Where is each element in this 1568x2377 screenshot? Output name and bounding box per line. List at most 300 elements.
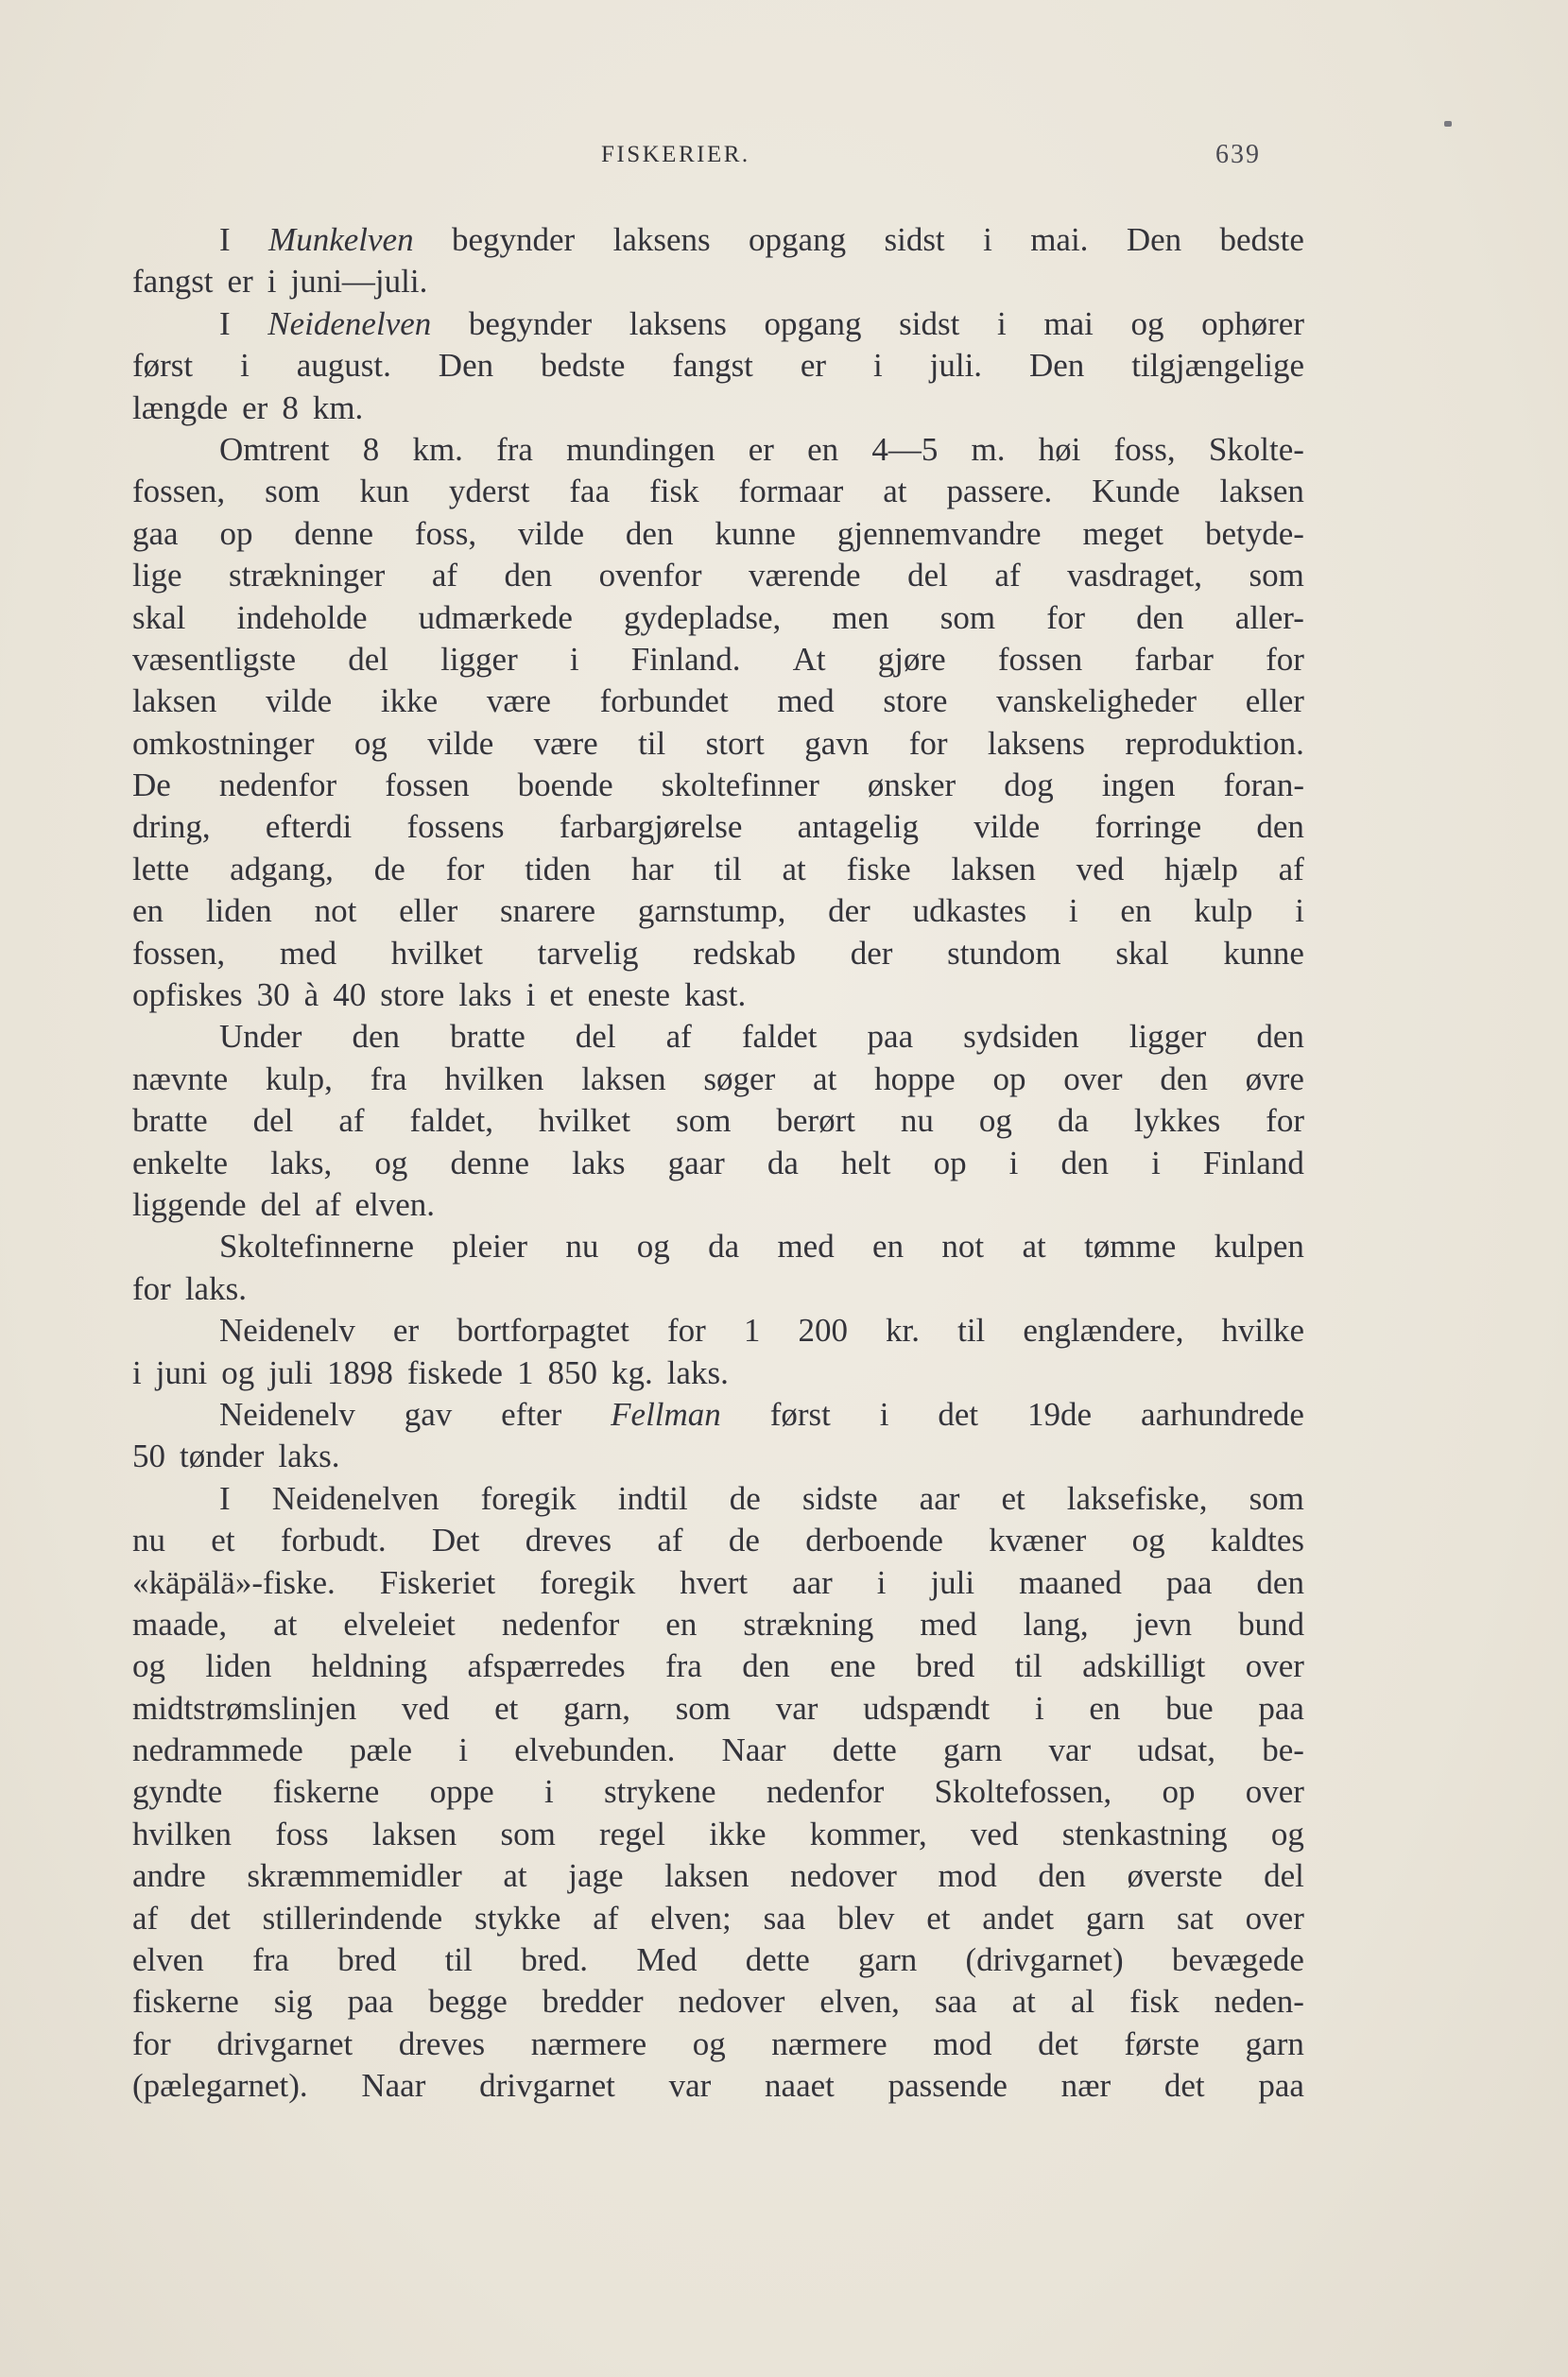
word: foregik [540, 1563, 636, 1601]
word: nedover [790, 1857, 897, 1895]
word: i [997, 304, 1007, 342]
word: over [1245, 1773, 1304, 1811]
word: for [1266, 1102, 1304, 1140]
text-line [132, 1981, 1304, 2023]
word: laksen [371, 1815, 457, 1852]
running-title: FISKERIER. [601, 142, 750, 167]
word: ikke [709, 1815, 767, 1852]
text-line [132, 1143, 1304, 1184]
word: garn [1085, 1899, 1146, 1937]
word: at [813, 1059, 837, 1097]
text-line [132, 2024, 1304, 2065]
word: eller [399, 892, 458, 930]
word: redskab [693, 934, 797, 972]
word: Naar [361, 2067, 426, 2105]
word: gjøre [877, 640, 946, 678]
text-line [132, 806, 1304, 848]
word: der [828, 892, 870, 930]
word: som [676, 1102, 732, 1140]
word: paa [1165, 1563, 1213, 1601]
word: og [1130, 304, 1164, 342]
word: aar [792, 1563, 833, 1601]
word: nærmere [771, 2024, 887, 2062]
word: andet [982, 1899, 1055, 1937]
word: Finland. [630, 640, 741, 678]
word: den [1060, 1144, 1109, 1181]
word: farbargjørelse [559, 808, 743, 846]
word: værende [749, 557, 861, 594]
word: nedenfor [766, 1773, 885, 1811]
word: 8 [282, 388, 299, 426]
word: et [494, 1689, 519, 1727]
word: stykke [474, 1899, 561, 1937]
word: for [1266, 640, 1304, 678]
word: tømme [1084, 1228, 1177, 1266]
word: del [252, 1102, 294, 1140]
word: nedenfor [501, 1605, 620, 1643]
word: farbar [1134, 640, 1214, 678]
word: strykene [603, 1773, 716, 1811]
word: den [625, 514, 674, 552]
word: vanskeligheder [996, 682, 1198, 720]
word: reproduktion. [1125, 724, 1304, 762]
word: lige [132, 557, 182, 594]
word: laks. [278, 1438, 340, 1475]
word: kunne [1223, 934, 1304, 972]
running-header [0, 142, 1568, 180]
word: aar [919, 1479, 960, 1517]
word: af [665, 1018, 692, 1056]
word: strækning [743, 1605, 874, 1643]
word: men [832, 598, 889, 636]
word: bred [337, 1941, 397, 1979]
word: udspændt [863, 1689, 991, 1727]
word: tilgjængelige [1131, 347, 1304, 385]
word: ligger [440, 640, 518, 678]
word: indeholde [236, 598, 368, 636]
word: nu [900, 1102, 934, 1140]
word: Den [1126, 221, 1182, 258]
word: laksen [664, 1857, 750, 1895]
page-number: 639 [1215, 140, 1261, 169]
word: da [1057, 1102, 1089, 1140]
text-line [132, 219, 1304, 261]
word: englændere, [1023, 1312, 1184, 1350]
word: denne [450, 1144, 530, 1181]
word: den [1038, 1857, 1086, 1895]
word: udsat, [1137, 1731, 1216, 1769]
word: adgang, [230, 850, 334, 887]
word: skræmmemidler [247, 1857, 462, 1895]
word: opfiskes [132, 976, 243, 1014]
word: ophører [1201, 304, 1304, 342]
word: til [714, 850, 742, 887]
word: fisk [649, 473, 699, 510]
word: del [575, 1018, 616, 1056]
word: og [353, 724, 388, 762]
word: op [992, 1059, 1026, 1097]
word: laks. [666, 1353, 729, 1391]
word: i [526, 976, 536, 1014]
word: ved [401, 1689, 450, 1727]
word: I [219, 304, 231, 342]
word: laksens [612, 221, 711, 258]
word: drivgarnet [479, 2067, 615, 2105]
word: Omtrent [219, 430, 330, 468]
word: de [729, 1479, 761, 1517]
word: en [1089, 1689, 1121, 1727]
word: øvre [1245, 1059, 1304, 1097]
word: gaar [667, 1144, 725, 1181]
word: bevægede [1171, 1941, 1304, 1979]
word: for [908, 724, 948, 762]
word: i [1034, 1689, 1044, 1727]
word: mai [1043, 304, 1094, 342]
word: i [872, 347, 883, 385]
word: foregik [480, 1479, 577, 1517]
word: laksens [987, 724, 1085, 762]
text-line [132, 1310, 1304, 1352]
word: laksen [951, 850, 1036, 887]
word: drivgarnet [216, 2024, 353, 2062]
word: Den [438, 347, 494, 385]
word: 1898 [326, 1353, 393, 1391]
word: en [132, 892, 164, 930]
word: laks [572, 1144, 626, 1181]
word: foss, [1113, 430, 1176, 468]
text-line [132, 597, 1304, 639]
word: gavn [804, 724, 870, 762]
word: yderst [448, 473, 530, 510]
word: og [636, 1228, 670, 1266]
word: sidst [884, 221, 945, 258]
word: adskilligt [1082, 1647, 1206, 1685]
word: stenkastning [1061, 1815, 1228, 1852]
word: den [1256, 1018, 1304, 1056]
word: al [1070, 1983, 1095, 2021]
word: lykkes [1133, 1102, 1221, 1140]
word: bortforpagtet [457, 1312, 629, 1350]
word: I [219, 221, 231, 258]
text-line [132, 1771, 1304, 1813]
word: og [692, 2024, 726, 2062]
word: som [265, 473, 320, 510]
word: bred. [521, 1941, 589, 1979]
word: foran- [1223, 766, 1304, 804]
word: begynder [451, 221, 576, 258]
word: kaldtes [1210, 1522, 1304, 1559]
word: del [348, 640, 388, 678]
word: vilde [974, 808, 1041, 846]
word: dette [832, 1731, 897, 1769]
word: med [777, 1228, 835, 1266]
word: for [1046, 598, 1086, 636]
word: mod [938, 1857, 997, 1895]
word: kunne [715, 514, 796, 552]
word: søger [703, 1059, 776, 1097]
word: skal [1115, 934, 1169, 972]
word: Skoltefinnerne [219, 1228, 415, 1266]
word: af [315, 1185, 341, 1223]
word: fossens [406, 808, 505, 846]
word: og [1270, 1815, 1304, 1852]
word: boende [517, 766, 613, 804]
word: juni—juli. [290, 263, 428, 301]
word: og [1131, 1522, 1165, 1559]
word: antagelig [797, 808, 919, 846]
word: faldet, [409, 1102, 493, 1140]
word: bund [1237, 1605, 1304, 1643]
word: foss [275, 1815, 329, 1852]
word: de [373, 850, 405, 887]
word: og [132, 1647, 165, 1685]
text-line [132, 974, 1304, 1016]
word: nævnte [132, 1059, 229, 1097]
word: lang, [1023, 1605, 1089, 1643]
word: har [630, 850, 674, 887]
word: op [1162, 1773, 1196, 1811]
word: Det [431, 1522, 480, 1559]
word: at [1022, 1228, 1046, 1266]
word: Den [1028, 347, 1085, 385]
word: gyndte [132, 1773, 223, 1811]
word: ikke [380, 682, 439, 720]
word: begge [428, 1983, 508, 2021]
text-line [132, 261, 1304, 302]
word: sidste [801, 1479, 878, 1517]
word: for [445, 850, 485, 887]
word: ingen [1101, 766, 1176, 804]
word: nu [565, 1228, 599, 1266]
word: da [708, 1228, 740, 1266]
word: Kunde [1092, 473, 1180, 510]
word: som [1249, 557, 1304, 594]
word: nu [132, 1522, 165, 1559]
text-line [132, 388, 1304, 429]
word: berørt [776, 1102, 855, 1140]
word: mod [933, 2024, 992, 2062]
word: saa [934, 1983, 977, 2021]
word: lette [132, 850, 190, 887]
word: betyde- [1204, 514, 1304, 552]
word: det [1163, 2067, 1205, 2105]
word: stundom [947, 934, 1061, 972]
word: sat [1176, 1899, 1214, 1937]
word: fiske [846, 850, 911, 887]
word: maaned [1019, 1563, 1122, 1601]
word: kast. [684, 976, 747, 1014]
word: tønder [180, 1438, 265, 1475]
word: til [444, 1941, 473, 1979]
word: over [1063, 1059, 1123, 1097]
word: af [657, 1522, 683, 1559]
word: 200 [798, 1312, 848, 1350]
word: op [219, 514, 253, 552]
word: vilde [518, 514, 584, 552]
word: tarvelig [537, 934, 639, 972]
word: for [132, 2024, 171, 2062]
text-line [132, 1226, 1304, 1267]
word: som [939, 598, 996, 636]
word: kr. [886, 1312, 921, 1350]
word: ovenfor [598, 557, 702, 594]
word: dring, [132, 808, 211, 846]
word: i [458, 1731, 469, 1769]
word: bedste [541, 347, 626, 385]
word: kulp [1194, 892, 1253, 930]
printer-mark [1444, 121, 1452, 127]
text-line [132, 933, 1304, 974]
text-line [132, 1016, 1304, 1058]
word: liden [205, 892, 272, 930]
word: 19de [1027, 1395, 1093, 1433]
word: at [1011, 1983, 1036, 2021]
word: elven. [354, 1185, 436, 1223]
word: 1 [743, 1312, 761, 1350]
word: Skolte- [1208, 430, 1304, 468]
text-line [132, 680, 1304, 722]
word: andre [132, 1857, 206, 1895]
word: bedste [1219, 221, 1304, 258]
word: enkelte [132, 1144, 229, 1181]
word: dreves [398, 2024, 486, 2062]
word: Munkelven [268, 221, 414, 258]
word: meget [1082, 514, 1164, 552]
word: 4—5 [871, 430, 939, 468]
word: med [777, 682, 835, 720]
word: det [190, 1899, 231, 1937]
word: i [267, 263, 277, 301]
word: store [380, 976, 445, 1014]
word: Neidenelven [267, 304, 432, 342]
word: af [132, 1899, 159, 1937]
word: bredder [542, 1983, 644, 2021]
word: sydsiden [963, 1018, 1079, 1056]
word: i [879, 1395, 889, 1433]
word: at [273, 1605, 298, 1643]
word: er [800, 347, 827, 385]
word: laksens [629, 304, 727, 342]
word: gjennemvandre [836, 514, 1042, 552]
word: laksen [1219, 473, 1304, 510]
text-line [132, 1436, 1304, 1477]
word: som [1249, 1479, 1304, 1517]
text-line [132, 1352, 1304, 1394]
word: den [1256, 1563, 1304, 1601]
word: Neidenelven [271, 1479, 439, 1517]
text-line [132, 1939, 1304, 1981]
word: kulp, [265, 1059, 333, 1097]
word: af [338, 1102, 365, 1140]
word: elven, [819, 1983, 900, 2021]
word: elven [132, 1941, 204, 1979]
text-line [132, 1898, 1304, 1939]
word: i [132, 1353, 142, 1391]
word: først [769, 1395, 831, 1433]
word: der [850, 934, 893, 972]
word: i [543, 1773, 554, 1811]
word: ved [970, 1815, 1019, 1852]
word: nærmere [530, 2024, 647, 2062]
word: stort [705, 724, 765, 762]
word: hvilket [538, 1102, 631, 1140]
word: til [957, 1312, 986, 1350]
word: naaet [765, 2067, 835, 2105]
word: (pælegarnet). [132, 2067, 308, 2105]
word: fangst [132, 263, 214, 301]
word: som [500, 1815, 556, 1852]
word: indtil [617, 1479, 688, 1517]
word: er [242, 388, 268, 426]
word: del [907, 557, 948, 594]
word: et [211, 1522, 235, 1559]
text-line [132, 1855, 1304, 1897]
word: at [782, 850, 806, 887]
word: fisk [1129, 1983, 1180, 2021]
word: hjælp [1164, 850, 1238, 887]
word: hvilken [444, 1059, 544, 1097]
word: 1 [516, 1353, 534, 1391]
word: 50 [132, 1438, 165, 1475]
word: fossen, [132, 473, 226, 510]
word: en [872, 1228, 905, 1266]
word: sig [273, 1983, 313, 2021]
word: og [374, 1144, 408, 1181]
word: passere. [946, 473, 1053, 510]
text-line [132, 1730, 1304, 1771]
word: liggende [132, 1185, 247, 1223]
word: at [503, 1857, 527, 1895]
word: med [279, 934, 337, 972]
word: og [221, 1353, 255, 1391]
word: fra [252, 1941, 289, 1979]
text-line [132, 1184, 1304, 1226]
word: aller- [1234, 598, 1304, 636]
word: ønsker [867, 766, 956, 804]
word: km. [412, 430, 463, 468]
word: opgang [749, 221, 847, 258]
word: fossen [997, 640, 1083, 678]
word: ligger [1129, 1018, 1207, 1056]
word: i [1068, 892, 1078, 930]
word: i [1008, 1144, 1019, 1181]
word: garnstump, [637, 892, 786, 930]
text-line [132, 1814, 1304, 1855]
word: den [1160, 1059, 1208, 1097]
text-line [132, 1645, 1304, 1687]
word: not [314, 892, 357, 930]
word: garn [858, 1941, 918, 1979]
word: var [668, 2067, 712, 2105]
word: Fellman [611, 1395, 721, 1433]
word: hvilken [132, 1815, 232, 1852]
text-line [132, 1688, 1304, 1730]
word: først [132, 347, 194, 385]
word: er [748, 430, 774, 468]
word: at [883, 473, 907, 510]
word: af [994, 557, 1021, 594]
word: jevn [1134, 1605, 1192, 1643]
word: sidst [899, 304, 960, 342]
word: (drivgarnet) [965, 1941, 1124, 1979]
text-line [132, 849, 1304, 890]
word: I [219, 1479, 231, 1517]
word: over [1245, 1899, 1304, 1937]
word: første [1124, 2024, 1200, 2062]
word: en [1120, 892, 1152, 930]
word: forbudt. [280, 1522, 387, 1559]
body-text [132, 219, 1304, 2108]
